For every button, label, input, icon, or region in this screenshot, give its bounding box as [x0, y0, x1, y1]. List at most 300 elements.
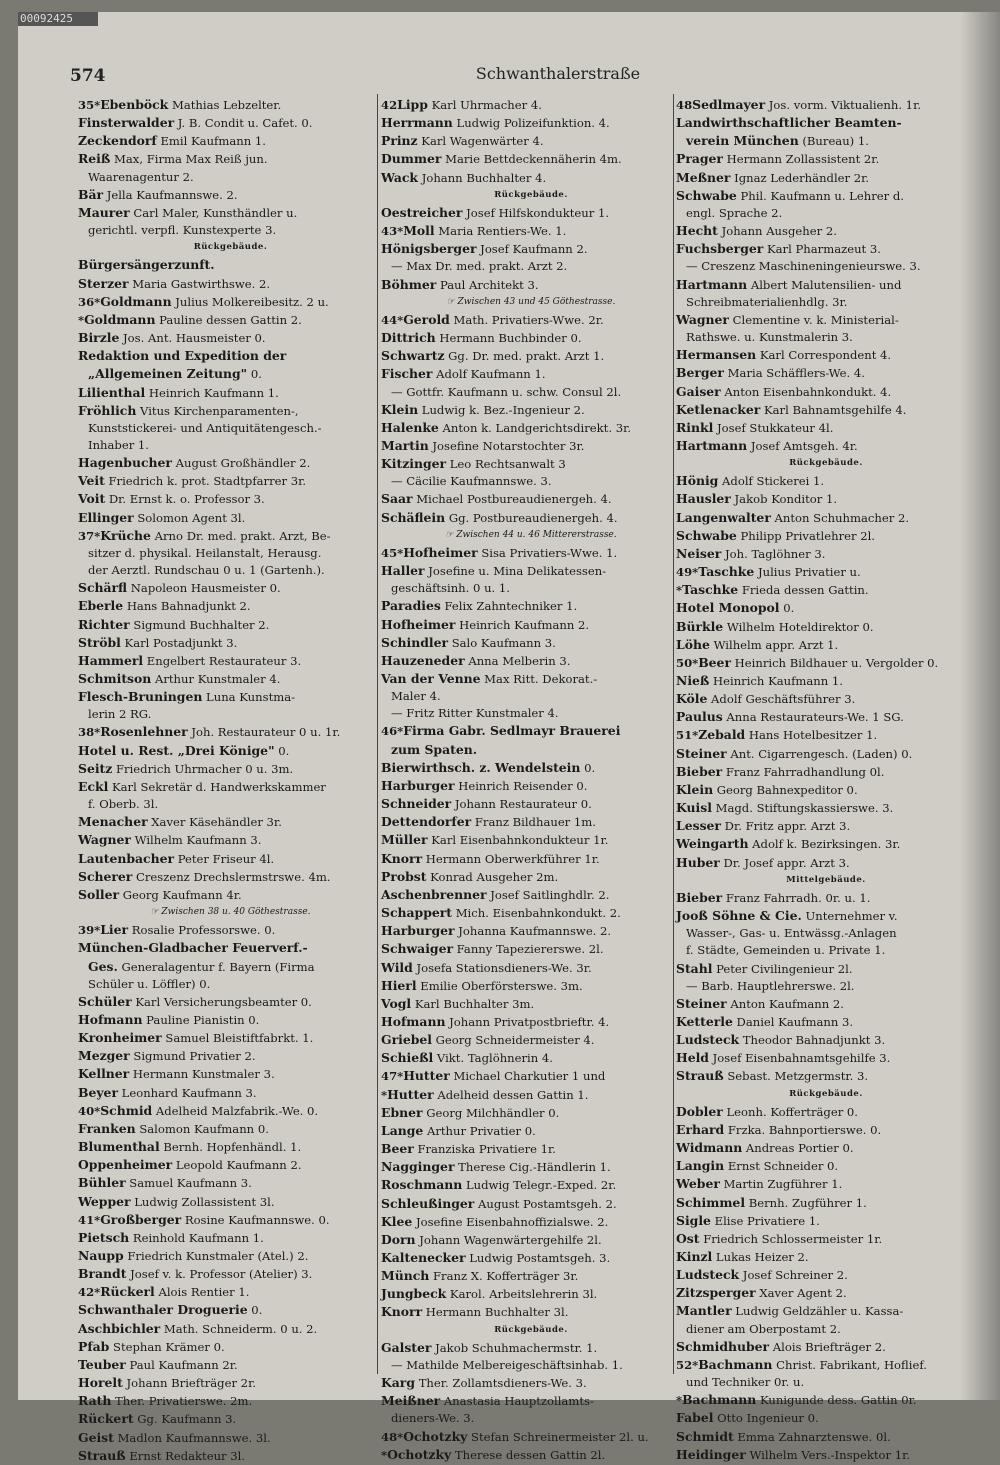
resident-details: Karl Postadjunkt 3.	[124, 635, 238, 650]
resident-details: Wilhelm Vers.-Inspektor 1r.	[749, 1447, 911, 1462]
resident-details: (Bureau) 1.	[802, 134, 869, 149]
directory-entry	[381, 1013, 681, 1031]
resident-details: Hermann Buchbinder 0.	[439, 331, 582, 346]
directory-entry	[78, 186, 383, 204]
page-title: Schwanthalerstraße	[475, 64, 641, 83]
resident-details: Bernh. Hopfenhändl. 1.	[163, 1140, 302, 1155]
resident-details: Josefine Notarstochter 3r.	[432, 438, 585, 453]
directory-entry	[676, 1230, 976, 1248]
directory-entry	[381, 365, 681, 383]
resident-details: 0.	[584, 760, 596, 775]
section-label: Rückgebäude.	[789, 1088, 863, 1099]
resident-details: Waarenagentur 2.	[88, 169, 194, 184]
directory-entry	[78, 96, 383, 114]
resident-details: Arthur Privatier 0.	[426, 1123, 536, 1138]
resident-details: Georg Bahnexpeditor 0.	[716, 782, 858, 797]
resident-details: Elise Privatiere 1.	[714, 1213, 820, 1228]
resident-name: „Allgemeinen Zeitung"	[88, 366, 248, 382]
resident-name: Böhmer	[381, 276, 437, 292]
resident-name: Köle	[676, 691, 708, 707]
resident-name: Hofheimer	[403, 544, 478, 560]
resident-details: Michael Charkutier 1 und	[453, 1069, 606, 1084]
resident-name: Hofheimer	[381, 616, 456, 632]
resident-name: Firma Gabr. Sedlmayr Brauerei	[403, 723, 621, 739]
resident-details: Josefine Eisenbahnoffizialswe. 2.	[415, 1214, 609, 1229]
resident-details: Franziska Privatiere 1r.	[417, 1142, 556, 1157]
resident-details: Maler 4.	[391, 689, 441, 704]
resident-name: Oppenheimer	[78, 1157, 173, 1173]
resident-name: Hofmann	[381, 1013, 446, 1029]
resident-name: Erhard	[676, 1121, 725, 1137]
resident-details: Madlon Kaufmannswe. 3l.	[117, 1430, 271, 1445]
resident-name: Vogl	[381, 995, 412, 1011]
resident-details: Franz X. Kofferträger 3r.	[432, 1269, 579, 1284]
resident-details: Johann Ausgeher 2.	[721, 224, 837, 239]
resident-details: Ignaz Lederhändler 2r.	[734, 170, 870, 185]
resident-details: Leonhard Kaufmann 3.	[121, 1085, 257, 1100]
resident-details: Heinrich Kaufmann 2.	[459, 617, 590, 632]
resident-details: Frieda dessen Gattin.	[741, 583, 869, 598]
resident-name: Hönigsberger	[381, 241, 477, 257]
resident-name: Bieber	[676, 763, 723, 779]
resident-details: Johann Buchhalter 4.	[421, 170, 547, 185]
resident-name: Ludsteck	[676, 1267, 740, 1283]
resident-details: Georg Kaufmann 4r.	[122, 887, 242, 902]
resident-details: Wilhelm Hoteldirektor 0.	[726, 619, 874, 634]
resident-details: Hermann Oberwerkführer 1r.	[425, 851, 600, 866]
resident-details: Napoleon Hausmeister 0.	[130, 581, 281, 596]
directory-entry	[381, 544, 681, 562]
resident-details: Leo Rechtsanwalt 3	[449, 457, 566, 472]
directory-entry	[676, 169, 976, 187]
resident-details: Hermann Kunstmaler 3.	[132, 1067, 275, 1082]
resident-name: Finsterwalder	[78, 115, 175, 131]
directory-entry	[676, 1175, 976, 1193]
directory-entry	[381, 580, 681, 597]
resident-name: Ochotzky	[387, 1446, 452, 1462]
resident-name: Bieber	[676, 889, 723, 905]
resident-name: Horelt	[78, 1375, 123, 1391]
resident-details: Otto Ingenieur 0.	[717, 1411, 819, 1426]
directory-entry	[381, 1374, 681, 1392]
resident-name: Ebenböck	[100, 97, 169, 112]
directory-entry	[78, 670, 383, 688]
resident-details: Arno Dr. med. prakt. Arzt, Be-	[154, 528, 331, 543]
directory-entry	[78, 1047, 383, 1065]
directory-entry	[78, 437, 383, 454]
resident-details: Arthur Kunstmaler 4.	[154, 672, 281, 686]
directory-entry	[381, 1176, 681, 1194]
resident-name: München-Gladbacher Feuerverf.-	[78, 940, 308, 956]
resident-details: Adolf Kaufmann 1.	[436, 367, 546, 382]
resident-details: Alois Rentier 1.	[158, 1285, 250, 1300]
resident-details: Dr. Ernst k. o. Professor 3.	[108, 492, 265, 507]
directory-entry	[676, 745, 976, 763]
directory-entry	[78, 1429, 383, 1447]
resident-details: Inhaber 1.	[88, 437, 149, 452]
directory-entry	[78, 222, 383, 239]
resident-details: Heinrich Kaufmann 1.	[148, 385, 279, 400]
resident-details: Anton k. Landgerichtsdirekt. 3r.	[442, 420, 632, 435]
directory-entry	[78, 293, 383, 311]
resident-details: Friedrich Uhrmacher 0 u. 3m.	[116, 761, 294, 776]
resident-details: Alois Briefträger 2.	[772, 1339, 886, 1354]
directory-entry	[381, 995, 681, 1013]
resident-name: Franken	[78, 1120, 136, 1136]
resident-details: Engelbert Restaurateur 3.	[146, 653, 302, 668]
directory-entry	[381, 509, 681, 527]
section-label: Rückgebäude.	[494, 1324, 568, 1335]
directory-entry	[78, 562, 383, 579]
resident-name: Schwanthaler Droguerie	[78, 1302, 248, 1318]
resident-name: Aschenbrenner	[381, 886, 487, 902]
directory-entry	[78, 760, 383, 778]
resident-name: Schmidhuber	[676, 1338, 770, 1354]
resident-name: Held	[676, 1050, 709, 1066]
resident-details: und Techniker 0r. u.	[686, 1375, 805, 1390]
resident-details: Josef Kaufmann 2.	[480, 242, 588, 257]
directory-entry	[381, 490, 681, 508]
resident-name: Schappert	[381, 905, 452, 921]
directory-entry	[676, 636, 976, 654]
resident-details: Ther. Privatierswe. 2m.	[115, 1394, 253, 1409]
resident-details: August Großhändler 2.	[175, 456, 311, 471]
resident-name: Landwirthschaftlicher Beamten-	[676, 115, 902, 131]
resident-details: Martin Zugführer 1.	[723, 1177, 843, 1192]
directory-entry	[78, 329, 383, 347]
directory-entry	[78, 831, 383, 849]
directory-entry	[381, 777, 681, 795]
directory-entry	[676, 1356, 976, 1374]
directory-entry	[78, 1029, 383, 1047]
directory-entry	[78, 868, 383, 886]
directory-entry	[78, 365, 383, 383]
resident-details: Vikt. Taglöhnerin 4.	[436, 1051, 553, 1066]
directory-entry	[676, 925, 976, 942]
column-1	[78, 96, 383, 1465]
directory-entry	[676, 1284, 976, 1302]
resident-details: Karl Sekretär d. Handwerkskammer	[111, 779, 326, 794]
directory-entry	[676, 1302, 976, 1320]
resident-name: Brandt	[78, 1266, 127, 1282]
resident-details: Dr. Fritz appr. Arzt 3.	[724, 819, 851, 834]
resident-name: Pietsch	[78, 1229, 130, 1245]
resident-details: Solomon Agent 3l.	[137, 510, 246, 525]
resident-name: Halenke	[381, 419, 439, 435]
directory-entry	[78, 420, 383, 437]
resident-details: Mich. Eisenbahnkondukt. 2.	[455, 906, 621, 921]
resident-name: Reiß	[78, 151, 111, 167]
resident-name: Wagner	[78, 832, 131, 848]
resident-details: — Gottfr. Kaufmann u. schw. Consul 2l.	[391, 384, 622, 399]
house-number: 35*	[78, 98, 101, 112]
directory-entry	[78, 256, 383, 274]
directory-entry	[381, 705, 681, 722]
resident-details: Josef Schreiner 2.	[742, 1268, 848, 1283]
resident-details: Rathswe. u. Kunstmalerin 3.	[686, 330, 853, 345]
resident-details: Karl Buchhalter 3m.	[414, 996, 535, 1011]
resident-details: Ludwig k. Bez.-Ingenieur 2.	[421, 402, 585, 417]
directory-entry	[381, 1213, 681, 1231]
resident-name: Flesch-Bruningen	[78, 689, 203, 705]
resident-details: Maria Schäfflers-We. 4.	[727, 366, 865, 381]
resident-details: Jakob Schuhmachermstr. 1.	[435, 1340, 598, 1355]
directory-entry	[381, 688, 681, 705]
resident-details: Johann Wagenwärtergehilfe 2l.	[419, 1232, 602, 1247]
resident-name: Lautenbacher	[78, 850, 175, 866]
directory-entry	[381, 1428, 681, 1446]
resident-name: Weber	[676, 1176, 720, 1192]
resident-details: Leopold Kaufmann 2.	[175, 1158, 302, 1173]
directory-entry	[381, 1067, 681, 1085]
resident-details: Josef Amtsgeh. 4r.	[750, 438, 858, 453]
directory-entry	[381, 562, 681, 580]
directory-entry	[381, 240, 681, 258]
resident-name: Wepper	[78, 1193, 131, 1209]
directory-entry	[676, 258, 976, 275]
directory-entry	[381, 473, 681, 490]
house-number: 41*	[78, 1212, 101, 1227]
resident-details: Math. Privatiers-Wwe. 2r.	[453, 312, 604, 327]
resident-details: Anton Kaufmann 2.	[730, 996, 844, 1011]
resident-details: Karol. Arbeitslehrerin 3l.	[449, 1287, 598, 1302]
directory-entry	[676, 490, 976, 508]
directory-entry	[381, 258, 681, 275]
resident-details: Emilie Oberförsterswe. 3m.	[420, 978, 583, 993]
directory-entry	[381, 1249, 681, 1267]
resident-details: Heinrich Kaufmann 1.	[713, 674, 843, 688]
resident-details: Wasser-, Gas- u. Entwässg.-Anlagen	[686, 926, 897, 941]
resident-name: Hutter	[387, 1086, 434, 1102]
resident-name: Rückert	[78, 1411, 134, 1427]
resident-name: Kinzl	[676, 1249, 713, 1264]
directory-entry	[676, 726, 976, 744]
resident-details: — Barb. Hauptlehrerswe. 2l.	[686, 978, 855, 993]
resident-name: Schwabe	[676, 527, 737, 543]
resident-details: Karl Bahnamtsgehilfe 4.	[763, 402, 907, 417]
cross-street-note: ☞ Zwischen 43 und 45 Göthestrasse.	[446, 296, 616, 307]
directory-entry	[676, 1031, 976, 1049]
directory-entry	[381, 652, 681, 670]
directory-entry	[78, 1065, 383, 1083]
directory-entry	[78, 1120, 383, 1138]
resident-details: Phil. Kaufmann u. Lehrer d.	[740, 188, 904, 203]
directory-entry	[78, 1211, 383, 1229]
resident-details: Joh. Taglöhner 3.	[725, 546, 826, 561]
resident-name: Wack	[381, 169, 418, 185]
directory-entry	[381, 616, 681, 634]
directory-entry	[78, 597, 383, 615]
directory-entry	[78, 939, 383, 957]
resident-name: Hofmann	[78, 1011, 143, 1027]
directory-entry	[78, 886, 383, 904]
directory-entry	[676, 854, 976, 872]
resident-details: Johann Privatpostbrieftr. 4.	[449, 1014, 610, 1029]
resident-name: Weingarth	[676, 836, 749, 852]
resident-name: Goldmann	[84, 311, 156, 327]
resident-name: Fröhlich	[78, 402, 137, 418]
resident-details: Dr. Josef appr. Arzt 3.	[723, 855, 850, 870]
directory-entry	[78, 1011, 383, 1029]
resident-details: 0.	[783, 601, 795, 616]
resident-details: Anastasia Hauptzollamts-	[443, 1394, 594, 1409]
resident-name: Goldmann	[100, 293, 172, 309]
directory-entry	[676, 1391, 976, 1409]
resident-details: Josef Eisenbahnamtsgehilfe 3.	[712, 1051, 891, 1066]
directory-entry	[381, 904, 681, 922]
resident-details: Therese dessen Gattin 2l.	[454, 1447, 606, 1462]
resident-name: Veit	[78, 473, 105, 489]
resident-name: Soller	[78, 886, 120, 902]
resident-name: Pfab	[78, 1338, 110, 1354]
resident-name: verein München	[686, 133, 799, 149]
directory-entry	[78, 778, 383, 796]
resident-name: Taschke	[682, 582, 739, 598]
directory-entry	[78, 402, 383, 420]
resident-details: Ludwig Geldzähler u. Kassa-	[735, 1304, 904, 1319]
resident-details: f. Oberb. 3l.	[88, 797, 159, 812]
house-number: *	[78, 312, 85, 327]
resident-details: Franz Fahrradhandlung 0l.	[725, 764, 885, 779]
directory-entry	[78, 490, 383, 508]
resident-name: Widmann	[676, 1140, 743, 1156]
resident-details: 0.	[278, 743, 290, 758]
resident-details: Anton Eisenbahnkondukt. 4.	[724, 384, 892, 399]
resident-name: Berger	[676, 365, 724, 381]
resident-details: Sisa Privatiers-Wwe. 1.	[481, 545, 618, 560]
resident-details: Therese Cig.-Händlerin 1.	[458, 1160, 611, 1175]
resident-name: Langin	[676, 1158, 725, 1174]
resident-name: Galster	[381, 1339, 432, 1355]
resident-name: Rinkl	[676, 419, 714, 435]
section-label: Rückgebäude.	[494, 189, 568, 200]
resident-details: Pauline dessen Gattin 2.	[159, 312, 302, 327]
resident-details: Adelheid dessen Gattin 1.	[437, 1087, 589, 1102]
house-number: 45*	[381, 545, 404, 560]
resident-details: sitzer d. physikal. Heilanstalt, Herausg.	[88, 545, 322, 560]
directory-entry	[78, 1156, 383, 1174]
directory-entry	[381, 722, 681, 740]
house-number: 39*	[78, 923, 101, 938]
resident-name: Hammerl	[78, 652, 144, 668]
resident-name: Kellner	[78, 1066, 130, 1082]
resident-name: Ketterle	[676, 1013, 733, 1029]
directory-entry	[78, 132, 383, 150]
resident-name: Mantler	[676, 1303, 732, 1319]
directory-entry	[676, 1139, 976, 1157]
resident-name: Hotel u. Rest. „Drei Könige"	[78, 742, 275, 758]
resident-details: Leonh. Kofferträger 0.	[726, 1104, 858, 1119]
directory-entry	[676, 329, 976, 346]
directory-entry	[381, 384, 681, 401]
resident-name: Schmidt	[676, 1428, 734, 1444]
resident-details: Paul Kaufmann 2r.	[129, 1357, 238, 1372]
directory-entry	[78, 813, 383, 831]
resident-details: Karl Uhrmacher 4.	[431, 98, 542, 112]
resident-details: Maria Gastwirthswe. 2.	[132, 276, 271, 291]
resident-name: Prager	[676, 151, 723, 167]
resident-name: Beer	[698, 654, 731, 670]
directory-entry	[676, 1103, 976, 1121]
resident-name: Birzle	[78, 330, 120, 346]
resident-details: Creszenz Drechslermstrswe. 4m.	[136, 869, 331, 884]
directory-entry	[676, 1067, 976, 1085]
resident-details: Max Ritt. Dekorat.-	[484, 672, 598, 686]
resident-details: Schreibmaterialienhdlg. 3r.	[686, 294, 848, 309]
resident-details: Andreas Portier 0.	[745, 1141, 854, 1156]
resident-name: Dettendorfer	[381, 814, 472, 830]
directory-entry	[676, 114, 976, 132]
resident-name: Hermansen	[676, 347, 757, 363]
resident-name: Strauß	[676, 1068, 724, 1084]
directory-entry	[381, 1195, 681, 1213]
directory-entry	[381, 795, 681, 813]
resident-name: Menacher	[78, 814, 148, 830]
directory-entry	[381, 959, 681, 977]
resident-details: — Cäcilie Kaufmannswe. 3.	[391, 474, 552, 489]
directory-entry	[676, 960, 976, 978]
directory-entry	[381, 401, 681, 419]
resident-name: Probst	[381, 868, 427, 884]
directory-entry	[676, 563, 976, 581]
resident-name: Fischer	[381, 366, 433, 382]
resident-name: Bühler	[78, 1175, 126, 1191]
resident-name: Fabel	[676, 1410, 714, 1426]
directory-entry	[78, 1265, 383, 1283]
resident-details: Adolf Geschäftsführer 3.	[711, 692, 856, 707]
resident-details: Adolf Stickerei 1.	[722, 474, 825, 489]
directory-entry	[381, 1104, 681, 1122]
resident-details: 0.	[250, 367, 262, 382]
resident-details: — Creszenz Maschineningenieurswe. 3.	[686, 259, 921, 274]
directory-entry	[78, 1301, 383, 1319]
resident-name: Ebner	[381, 1104, 423, 1120]
resident-name: Paulus	[676, 709, 723, 725]
resident-name: Nieß	[676, 673, 710, 688]
resident-details: der Aerztl. Rundschau 0 u. 1 (Gartenh.).	[88, 563, 325, 578]
resident-name: Saar	[381, 491, 413, 507]
resident-details: Marie Bettdeckennäherin 4m.	[445, 152, 622, 167]
directory-entry	[676, 1321, 976, 1338]
resident-details: Rosine Kaufmannswe. 0.	[184, 1212, 330, 1227]
directory-entry	[381, 419, 681, 437]
directory-entry	[381, 1410, 681, 1427]
directory-entry	[381, 114, 681, 132]
directory-entry	[676, 509, 976, 527]
directory-entry	[78, 1447, 383, 1465]
house-number: 42*	[78, 1285, 101, 1300]
directory-entry	[676, 276, 976, 294]
resident-details: Paul Architekt 3.	[439, 277, 539, 292]
directory-entry	[78, 706, 383, 723]
house-number: *	[676, 1393, 683, 1408]
resident-name: Mezger	[78, 1048, 130, 1064]
resident-details: Math. Schneiderm. 0 u. 2.	[163, 1321, 318, 1336]
resident-details: Carl Maler, Kunsthändler u.	[133, 205, 298, 220]
resident-details: Clementine v. k. Ministerial-	[732, 312, 899, 327]
resident-details: Karl Wagenwärter 4.	[421, 134, 544, 149]
house-number: 37*	[78, 528, 101, 543]
resident-name: Knorr	[381, 1304, 423, 1320]
resident-name: Kronheimer	[78, 1030, 162, 1046]
resident-details: Hans Bahnadjunkt 2.	[126, 599, 251, 614]
resident-name: Klee	[381, 1213, 413, 1229]
resident-name: Paradies	[381, 598, 441, 614]
resident-name: Schärfl	[78, 580, 128, 596]
resident-name: Zitzsperger	[676, 1285, 756, 1301]
resident-details: Johanna Kaufmannswe. 2.	[458, 924, 612, 939]
resident-details: Samuel Bleistiftfabrkt. 1.	[165, 1031, 314, 1046]
